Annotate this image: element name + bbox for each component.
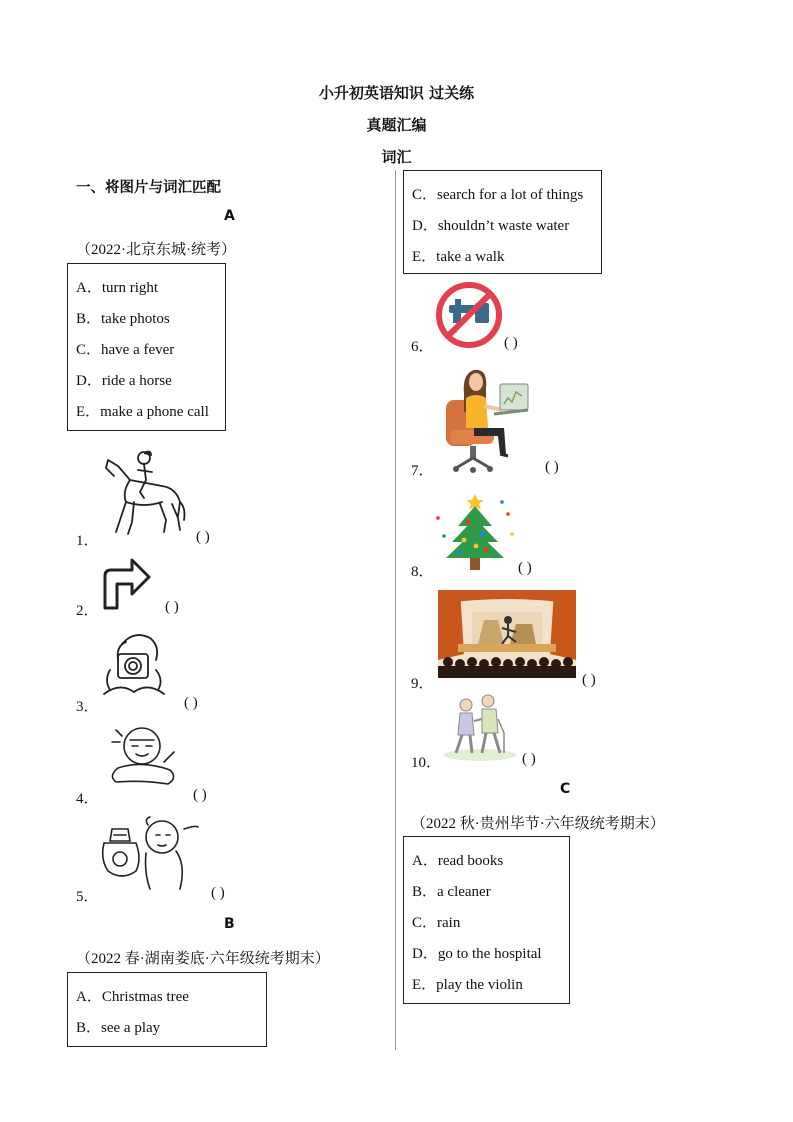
horse-rider-icon	[100, 446, 186, 536]
section-heading: 一、将图片与词汇匹配	[76, 180, 221, 196]
group-c-options-box	[403, 836, 570, 1004]
group-c-label: C	[560, 781, 571, 797]
christmas-tree-icon	[432, 490, 518, 572]
answer-blank[interactable]: ( )	[184, 695, 198, 711]
phone-call-icon	[100, 815, 200, 893]
option-item: E．play the violin	[412, 977, 523, 993]
option-item: C．rain	[412, 915, 461, 931]
group-c-source: （2022 秋·贵州毕节·六年级统考期末）	[411, 816, 665, 832]
no-water-tap-icon	[435, 281, 503, 349]
item-number: 3．	[76, 699, 99, 715]
group-b-source: （2022 春·湖南娄底·六年级统考期末）	[76, 951, 330, 967]
group-b-options-box-right	[403, 170, 602, 274]
option-item: B．see a play	[76, 1020, 161, 1036]
option-item: B．a cleaner	[412, 884, 491, 900]
page-subtitle: 真题汇编	[366, 116, 427, 134]
turn-right-arrow-icon	[102, 558, 152, 610]
answer-blank[interactable]: ( )	[193, 787, 207, 803]
option-item: D．shouldn’t waste water	[412, 218, 570, 234]
sick-child-icon	[108, 722, 180, 788]
answer-blank[interactable]: ( )	[196, 529, 210, 545]
answer-blank[interactable]: ( )	[522, 751, 536, 767]
option-item: A．turn right	[76, 280, 159, 296]
group-b-label: B	[224, 916, 235, 932]
group-a-options-box	[67, 263, 226, 431]
option-item: E．take a walk	[412, 249, 505, 265]
answer-blank[interactable]: ( )	[545, 459, 559, 475]
option-item: D．ride a horse	[76, 373, 172, 389]
item-number: 8．	[411, 564, 434, 580]
woman-laptop-icon	[444, 364, 530, 474]
answer-blank[interactable]: ( )	[582, 672, 596, 688]
option-item: B．take photos	[76, 311, 170, 327]
answer-blank[interactable]: ( )	[518, 560, 532, 576]
option-item: A．read books	[412, 853, 504, 869]
group-a-label: A	[224, 208, 235, 224]
answer-blank[interactable]: ( )	[211, 885, 225, 901]
option-item: C．search for a lot of things	[412, 187, 584, 203]
answer-blank[interactable]: ( )	[504, 335, 518, 351]
option-item: E．make a phone call	[76, 404, 209, 420]
item-number: 4．	[76, 791, 99, 807]
item-number: 9．	[411, 676, 434, 692]
item-number: 10．	[411, 755, 442, 771]
item-number: 7．	[411, 463, 434, 479]
page-title: 小升初英语知识 过关练	[318, 84, 475, 102]
theater-stage-icon	[438, 590, 576, 678]
camera-photographer-icon	[100, 630, 168, 700]
group-b-options-box-left	[67, 972, 267, 1047]
option-item: D．go to the hospital	[412, 946, 542, 962]
answer-blank[interactable]: ( )	[165, 599, 179, 615]
topic-heading: 词汇	[381, 148, 412, 166]
item-number: 5．	[76, 889, 99, 905]
column-divider	[395, 170, 396, 1050]
item-number: 2．	[76, 603, 99, 619]
option-item: C．have a fever	[76, 342, 175, 358]
option-item: A．Christmas tree	[76, 989, 189, 1005]
item-number: 6．	[411, 339, 434, 355]
item-number: 1．	[76, 533, 99, 549]
elderly-couple-walking-icon	[442, 693, 518, 763]
group-a-source: （2022·北京东城·统考）	[76, 242, 236, 258]
